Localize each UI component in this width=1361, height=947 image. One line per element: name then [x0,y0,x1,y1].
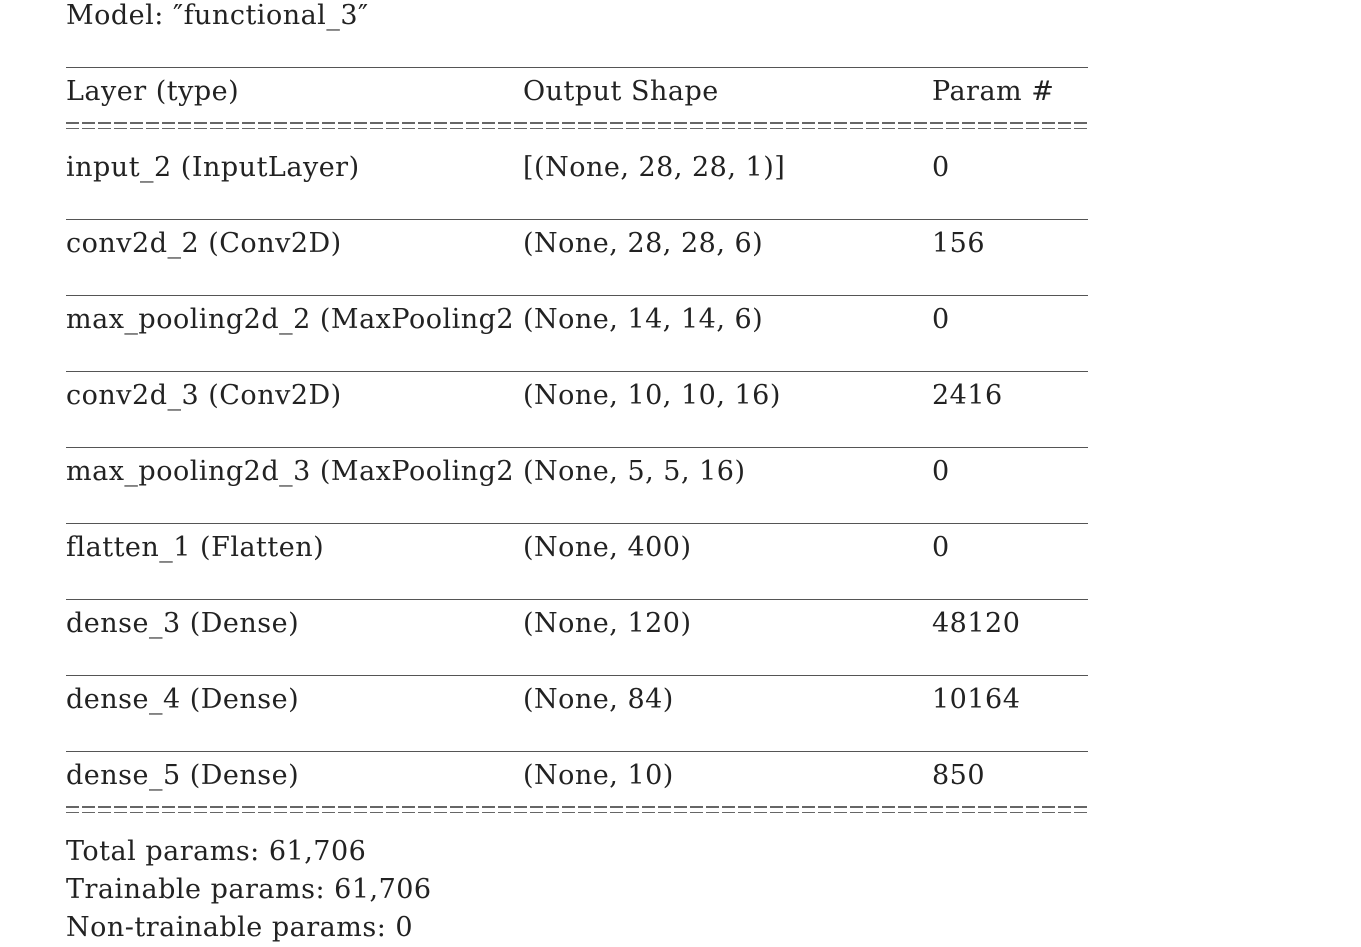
footer-double-rule [66,806,1088,813]
row-rule [66,447,1088,448]
row-rule [66,371,1088,372]
header-params: Param # [932,76,1055,107]
row-params: 0 [932,532,950,563]
header-layer: Layer (type) [66,76,240,107]
header-double-rule [66,122,1088,129]
row-rule [66,523,1088,524]
row-params: 0 [932,304,950,335]
row-output-shape: (None, 400) [523,532,692,563]
row-output-shape: (None, 28, 28, 6) [523,228,764,259]
row-rule [66,219,1088,220]
row-rule [66,675,1088,676]
header-output-shape: Output Shape [523,76,719,107]
row-params: 0 [932,456,950,487]
total-params: Total params: 61,706 [66,836,367,867]
row-params: 156 [932,228,986,259]
row-output-shape: (None, 5, 5, 16) [523,456,746,487]
row-rule [66,751,1088,752]
row-layer: flatten_1 (Flatten) [66,532,325,563]
row-output-shape: (None, 84) [523,684,674,715]
model-title: Model: ″functional_3″ [66,0,369,31]
row-output-shape: (None, 10, 10, 16) [523,380,781,411]
row-layer: dense_4 (Dense) [66,684,300,715]
row-layer: conv2d_3 (Conv2D) [66,380,342,411]
row-layer: conv2d_2 (Conv2D) [66,228,342,259]
row-layer: input_2 (InputLayer) [66,152,360,183]
row-output-shape: (None, 120) [523,608,692,639]
top-rule [66,67,1088,68]
trainable-params: Trainable params: 61,706 [66,874,432,905]
row-layer: max_pooling2d_2 (MaxPooling2 [66,304,515,335]
row-layer: dense_3 (Dense) [66,608,300,639]
row-rule [66,599,1088,600]
row-rule [66,295,1088,296]
non-trainable-params: Non-trainable params: 0 [66,912,414,943]
row-params: 850 [932,760,986,791]
row-params: 48120 [932,608,1021,639]
row-params: 0 [932,152,950,183]
row-output-shape: (None, 10) [523,760,674,791]
row-output-shape: (None, 14, 14, 6) [523,304,764,335]
row-output-shape: [(None, 28, 28, 1)] [523,152,786,183]
row-layer: max_pooling2d_3 (MaxPooling2 [66,456,515,487]
row-params: 2416 [932,380,1003,411]
row-layer: dense_5 (Dense) [66,760,300,791]
row-params: 10164 [932,684,1021,715]
